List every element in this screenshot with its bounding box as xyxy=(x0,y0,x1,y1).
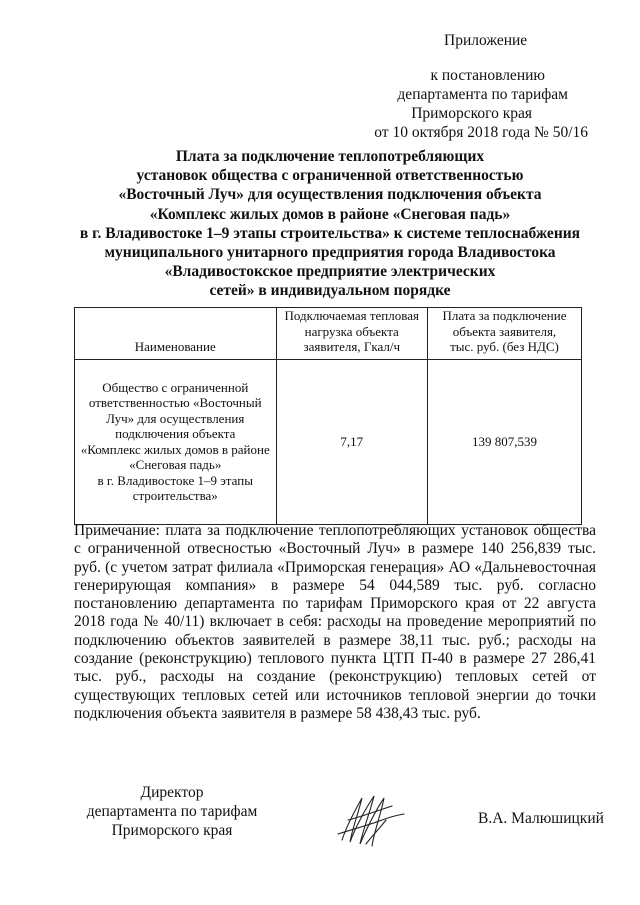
signatory-name: В.А. Малюшицкий xyxy=(478,810,604,827)
header-load: Подключаемая тепловая нагрузка объекта заявителя, Гкал/ч xyxy=(276,308,427,360)
title-line: «Комплекс жилых домов в районе «Снеговая падь» xyxy=(149,205,511,223)
title-line: «Восточный Луч» для осуществления подключения объекта xyxy=(118,186,542,204)
title-line: Плата за подключение теплопотребляющих xyxy=(175,148,485,165)
note-paragraph: Примечание: плата за подключение теплопотребляющих установок общества с ограниченной отвесностью «Восточный Луч» в размере 140 256,839 тыс. руб. (с учетом затрат филиала «Приморская генерация» АО «Дальневосточная генерирующая компания» в размере 54 044,589 тыс. руб. согласно постановлению департамента по тарифам Приморского края от 22 августа 2018 года № 40/11) включает в себя: расходы на проведение мероприятий по подключению объектов заявителей в размере 38,11 тыс. руб.; расходы на создание (реконструкцию) теплового пункта ЦТП П-40 в размере 27 286,41 тыс. руб., расходы на создание (реконструкцию) тепловых сетей от существующих тепловых сетей или источников тепловой энергии до точки подключения объекта заявителя в размере 58 438,43 тыс. руб. xyxy=(74,522,596,722)
position-line: департамента по тарифам xyxy=(86,803,258,820)
handwritten-signature xyxy=(336,790,406,850)
document-title xyxy=(60,147,600,301)
decree-reference xyxy=(308,66,588,142)
table-header-row xyxy=(75,308,582,360)
decree-line: Приморского края xyxy=(411,105,532,122)
title-line: в г. Владивостоке 1–9 этапы строительства» к системе теплоснабжения xyxy=(79,224,581,242)
header-fee: Плата за подключение объекта заявителя, тыс. руб. (без НДС) xyxy=(427,308,581,360)
position-line: Приморского края xyxy=(111,822,233,839)
header-name: Наименование xyxy=(75,308,277,360)
appendix-label: Приложение xyxy=(444,32,528,49)
title-line: установок общества с ограниченной ответственностью xyxy=(136,167,524,185)
position-line: Директор xyxy=(140,784,204,801)
fee-table xyxy=(74,307,582,525)
decree-line: от 10 октября 2018 года № 50/16 xyxy=(374,124,588,141)
cell-name: Общество с ограниченной ответственностью «Восточный Луч» для осуществления подключения объекта «Комплекс жилых домов в районе «Снеговая падь» в г. Владивостоке 1–9 этапы строительства» xyxy=(75,359,277,524)
table-row xyxy=(75,359,582,524)
title-line: «Владивостокское предприятие электрических xyxy=(164,263,496,281)
decree-line: к постановлению xyxy=(430,67,545,84)
cell-fee: 139 807,539 xyxy=(427,359,581,524)
cell-load: 7,17 xyxy=(276,359,427,524)
signatory-position xyxy=(82,783,262,840)
decree-line: департамента по тарифам xyxy=(397,86,568,103)
title-line: сетей» в индивидуальном порядке xyxy=(209,282,451,300)
title-line: муниципального унитарного предприятия города Владивостока xyxy=(104,244,556,262)
